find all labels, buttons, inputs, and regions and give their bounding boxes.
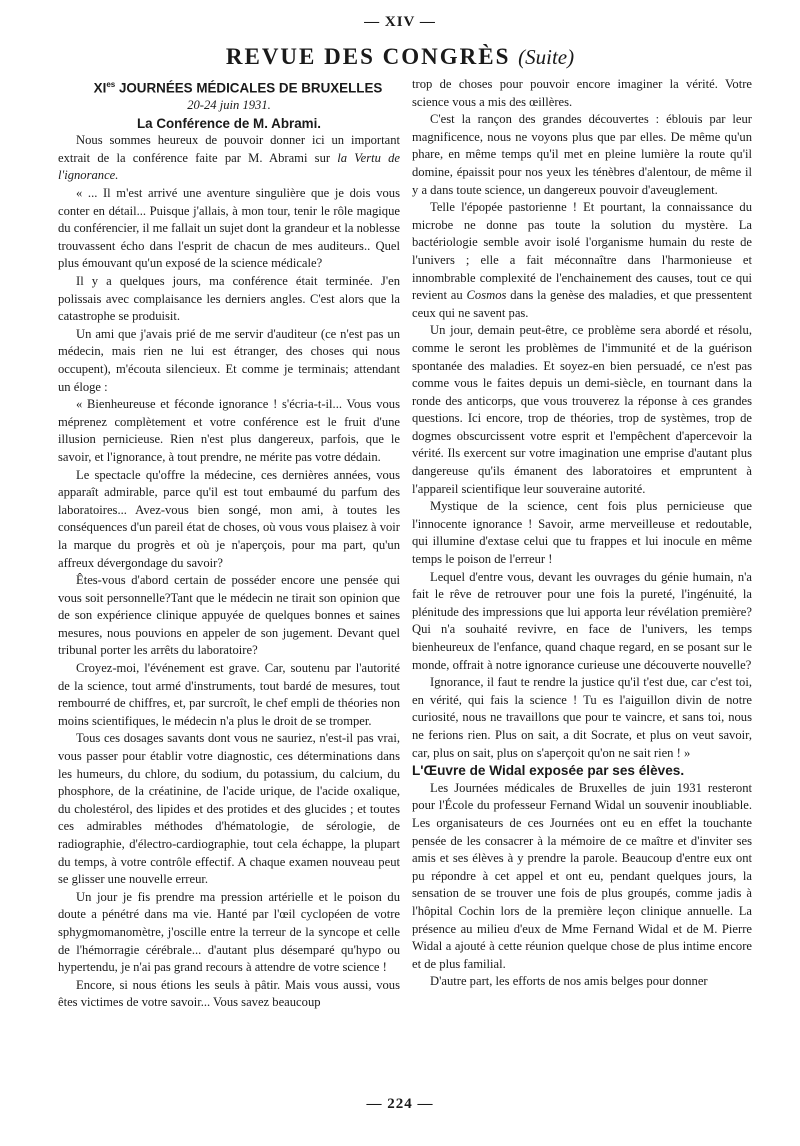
paragraph: Ignorance, il faut te rendre la justice qu'il t'est due, car c'est toi, en vérité, qui fais la science ! Tu es l'aiguillon divin de notre curiosité, nous ne travaillons que pour te vaincre, et sans toi, nous ne ferions rien. Plus on sait, a dit Socrate, et plus on veut savoir, car, plus on sait, plus on s'aperçoit qu'on ne sait rien ! » xyxy=(412,675,752,760)
right-column xyxy=(412,76,752,1096)
paragraph-italic: la Vertu de l'ignorance. xyxy=(58,150,400,183)
paragraph: Encore, si nous étions les seuls à pâtir. Mais vous aussi, vous êtes victimes de votre savoir... Vous savez beaucoup xyxy=(58,977,400,1010)
paragraph: D'autre part, les efforts de nos amis belges pour donner xyxy=(430,974,708,989)
paragraph: Mystique de la science, cent fois plus pernicieuse que l'innocente ignorance ! Savoir, arme merveilleuse et redoutable, qui illumine d'extase celui que tu frappes et lui inocule en même temps le poison de l'erreur ! xyxy=(412,499,752,567)
paragraph: C'est la rançon des grandes découvertes : éblouis par leur magnificence, nous ne voyons plus que par elles. De même qu'un phare, en même temps qu'il met en pleine lumière la route qu'il domine, épaissit pour nos yeux les ténèbres d'alentour, de même il y a dans toute science, un dangereux pouvoir d'aveuglement. xyxy=(412,112,752,197)
paragraph-continued: trop de choses pour pouvoir encore imaginer la vérité. Votre science vous a mis des œillères. xyxy=(412,77,752,109)
paragraph-text: Telle l'épopée pastorienne ! Et pourtant, la connaissance du microbe ne donne pas toute la solution du mystère. La bactériologie semble avoir isolé l'organisme humain du reste de l'univers ; elle a fait méconnaître dans l'harmonieuse et innombrable complexité de l'enchainement des causes, tout ce qui revient au xyxy=(412,200,752,303)
paragraph: Les Journées médicales de Bruxelles de juin 1931 resteront pour l'École du professeur Fernand Widal un souvenir inoubliable. Les organisateurs de ces Journées ont eu en effet la touchante pensée de les consacrer à la mémoire de ce maître et d'inviter ses amis et ses élèves à y prendre la parole. Beaucoup d'entre eux ont pu répondre à cet appel et ont eu, pendant quelques jours, la sensation de se trouver une fois de plus groupés, comme jadis à l'hôpital Cochin lors de la première leçon clinique annuelle. La présence au milieu d'eux de Mme Fernand Widal et de M. Pierre Widal a ajouté à cette réunion quelque chose de plus intime encore et de plus familial. xyxy=(412,780,752,971)
paragraph: Un jour je fis prendre ma pression artérielle et le poison du doute a pénétré dans ma vie. Hanté par l'œil cyclopéen de votre sphygmomanomètre, j'oscille entre la terreur de la syncope et celle de l'hémorragie cérébrale... d'autant plus désemparé qu'hypo ou hypertendu, je n'ai pas grand recours à attendre de votre science ! xyxy=(58,889,400,975)
section-heading xyxy=(58,76,400,97)
paragraph: Lequel d'entre vous, devant les ouvrages du génie humain, n'a fait le rêve de retrouver pour une fois la pureté, l'ingénuité, la plénitude des impressions que lui apporta leur révélation première? Qui n'a souhaité revivre, en face de l'univers, les temps bienheureux de l'enfance, quand chaque regard, en se posant sur le monde, offrait à notre ignorance curieuse une découverte nouvelle? xyxy=(412,569,752,672)
paragraph xyxy=(58,132,400,185)
page-title xyxy=(0,44,800,70)
title-suite: (Suite) xyxy=(518,45,575,69)
title-main: REVUE DES CONGRÈS xyxy=(225,44,511,69)
paragraph-text: dans la genèse des maladies, et que pressentent ceux qui ne savent pas. xyxy=(412,288,752,320)
left-column xyxy=(58,76,400,1096)
subheading-abrami: La Conférence de M. Abrami. xyxy=(136,115,322,131)
paragraph: « Bienheureuse et féconde ignorance ! s'écria-t-il... Vous vous méprenez complètement et votre conférence est le fruit d'une illusion pernicieuse. Rien n'est plus dangereux, parfois, que le savoir, et l'ignorance, à tout prendre, ne mérite pas votre dédain. xyxy=(58,397,400,464)
paragraph: Un jour, demain peut-être, ce problème sera abordé et résolu, comme le seront les problèmes de l'immunité et de la guérison spontanée des maladies. Et soyez-en bien persuadé, ce n'est pas comme vous le faites depuis un demi-siècle, en tournant dans la ronde des anticorps, que vous trouverez la réponse à ces grandes questions. Ici encore, trop de théories, trop de systèmes, trop de dogmes obscurcissent votre esprit et l'empêchent d'apercevoir la vérité. Ils exercent sur votre imagination une emprise d'autant plus dangereuse qu'ils émanent des laboratoires et empruntent à l'appareil scientifique leur souveraine autorité. xyxy=(412,323,752,496)
section-rest: JOURNÉES MÉDICALES DE BRUXELLES xyxy=(115,80,383,96)
paragraph xyxy=(412,199,752,322)
paragraph: Il y a quelques jours, ma conférence était terminée. J'en polissais avec complaisance les derniers angles. C'est alors que la catastrophe se produisit. xyxy=(58,274,400,324)
paragraph: Un ami que j'avais prié de me servir d'auditeur (ce n'est pas un médecin, mais rien ne lui est étranger, des choses qui nous occupent), m'écouta silencieux. Et comme je terminais; attendant un éloge : xyxy=(58,326,400,394)
paragraph-text: Nous sommes heureux de pouvoir donner ici un important extrait de la conférence faite par M. Abrami sur xyxy=(58,133,400,165)
paragraph: « ... Il m'est arrivé une aventure singulière que je dois vous conter en détail... Puisque j'allais, à mon tour, tenir le rôle magique du conférencier, il me fallait un sujet dont la grandeur et la noblesse trouvassent écho dans l'esprit de chacun de mes auditeurs.. Quel plus émouvant qu'un exposé de la science médicale? xyxy=(58,186,400,271)
subheading-widal: L'Œuvre de Widal exposée par ses élèves. xyxy=(412,763,685,779)
paragraph: Le spectacle qu'offre la médecine, ces dernières années, vous apparaît admirable, parce qu'il est tout embaumé du parfum des laboratoires... Avez-vous bien songé, mon ami, à toutes les conséquences d'un pareil état de choses, où vous vous plaisez à voir la marque du progrès et où je n'aperçois, pour ma part, qu'un affreux dévergondage du savoir? xyxy=(58,467,400,570)
paragraph: Croyez-moi, l'événement est grave. Car, soutenu par l'autorité de la science, tout armé d'instruments, tout bardé de mesures, tout rembourré de chiffres, et, par surcroît, le chef empli de théories non moins scientifiques, le médecin n'a plus le droit de se tromper. xyxy=(58,661,400,728)
section-date: 20-24 juin 1931. xyxy=(187,98,271,113)
paragraph: Êtes-vous d'abord certain de posséder encore une pensée qui vous soit personnelle?Tant que le médecin ne tirait son opinion que de son expérience clinique appuyée de quelques bonnes et saines mesures, nous pouvions en appeler de son jugement. Devant quel tribunal porter les arrêts du laboratoire? xyxy=(58,573,400,658)
paragraph-italic: Cosmos xyxy=(466,288,507,303)
paragraph: Tous ces dosages savants dont vous ne sauriez, n'est-il pas vrai, vous passer pour établir votre diagnostic, ces déterminations dans les humeurs, du chlore, du sodium, du potassium, du calcium, du phosphore, de la créatinine, de l'acide urique, de l'acide oxalique, du cholestérol, des lipides et des protides et des glucides ; et toutes ces admirables méthodes d'hématologie, de sérologie, de radiographie, d'électro-cardiographie, tout cela échappe, la plupart du temps, à votre contrôle effectif. A chaque examen nouveau peut se glisser une nouvelle erreur. xyxy=(58,731,400,887)
section-prefix: XI xyxy=(93,80,107,96)
roman-page-number: — XIV — xyxy=(364,14,436,30)
page-number: — 224 — xyxy=(366,1096,434,1112)
section-sup: es xyxy=(106,80,116,89)
